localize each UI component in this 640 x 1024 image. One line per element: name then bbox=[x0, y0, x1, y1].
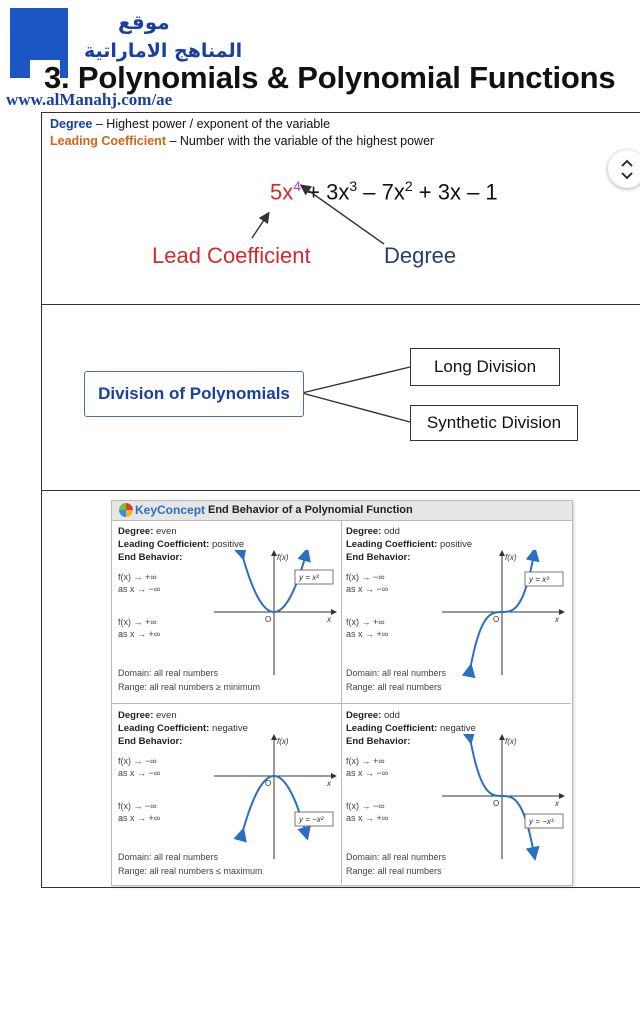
cell-range: Range: all real numbers bbox=[346, 682, 442, 692]
origin-label: O bbox=[493, 799, 500, 808]
end-behavior-cell-4 bbox=[339, 704, 567, 886]
cell-lead: Leading Coefficient: negative bbox=[118, 723, 248, 734]
y-axis-label: f(x) bbox=[277, 553, 289, 562]
term-4: + 3x – 1 bbox=[412, 179, 498, 205]
cell-behavior-1a: f(x) → +∞ bbox=[118, 572, 157, 582]
term-3: – 7x bbox=[357, 179, 405, 205]
x-axis-label: x bbox=[555, 799, 559, 808]
end-behavior-graph-4 bbox=[437, 734, 567, 864]
key-concept-title: End Behavior of a Polynomial Function bbox=[208, 504, 413, 516]
cell-behavior-1a: f(x) → −∞ bbox=[346, 572, 385, 582]
degree-exponent: 4 bbox=[293, 178, 302, 194]
cell-end-label: End Behavior: bbox=[346, 736, 411, 747]
lead-term: Leading Coefficient bbox=[50, 134, 166, 148]
cell-degree: Degree: odd bbox=[346, 710, 400, 721]
arrow-to-lead bbox=[252, 214, 268, 238]
cell-domain: Domain: all real numbers bbox=[346, 668, 447, 678]
cell-domain: Domain: all real numbers bbox=[118, 852, 219, 862]
label-degree: Degree bbox=[384, 243, 457, 268]
cell-lead: Leading Coefficient: positive bbox=[118, 539, 245, 550]
end-behavior-graph-3 bbox=[209, 734, 339, 864]
end-behavior-cell-2 bbox=[339, 520, 567, 702]
cell-behavior-1a: f(x) → +∞ bbox=[346, 756, 385, 766]
end-behavior-graph-1 bbox=[209, 550, 339, 680]
branch-line-synthetic bbox=[302, 393, 410, 422]
end-behavior-graph-2 bbox=[437, 550, 567, 680]
end-behavior-cell-1 bbox=[111, 520, 339, 702]
origin-label: O bbox=[265, 779, 272, 788]
branch-line-long bbox=[302, 367, 410, 393]
cell-behavior-2a: f(x) → −∞ bbox=[118, 801, 157, 811]
lead-term-5x: 5x bbox=[270, 179, 294, 205]
section-divider-2 bbox=[41, 490, 640, 491]
cell-end-label: End Behavior: bbox=[118, 552, 183, 563]
key-concept-brand: KeyConcept bbox=[135, 503, 206, 517]
function-label: y = −x³ bbox=[529, 817, 554, 826]
cell-behavior-2b: as x → +∞ bbox=[118, 813, 161, 823]
cell-behavior-1b: as x → −∞ bbox=[118, 768, 161, 778]
degree-term: Degree bbox=[50, 117, 93, 131]
page-title: 3. Polynomials & Polynomial Functions bbox=[44, 60, 616, 95]
cell-lead: Leading Coefficient: positive bbox=[346, 539, 473, 550]
function-label: y = x³ bbox=[529, 575, 549, 584]
cell-domain: Domain: all real numbers bbox=[346, 852, 447, 862]
logo-arabic-line2: المناهج الاماراتية bbox=[84, 40, 243, 62]
cell-end-label: End Behavior: bbox=[346, 552, 411, 563]
cell-domain: Domain: all real numbers bbox=[118, 668, 219, 678]
y-axis-label: f(x) bbox=[505, 737, 517, 746]
function-label: y = −x² bbox=[299, 815, 324, 824]
synthetic-division-box: Synthetic Division bbox=[410, 405, 578, 441]
origin-label: O bbox=[265, 615, 272, 624]
degree-text: – Highest power / exponent of the variable bbox=[92, 117, 331, 131]
cell-degree: Degree: odd bbox=[346, 526, 400, 537]
arrow-to-degree bbox=[302, 186, 384, 244]
y-axis-label: f(x) bbox=[277, 737, 289, 746]
term-2: + 3x bbox=[301, 179, 350, 205]
end-behavior-cell-3 bbox=[111, 704, 339, 886]
cell-behavior-1b: as x → −∞ bbox=[346, 584, 389, 594]
cell-behavior-1b: as x → −∞ bbox=[118, 584, 161, 594]
cell-range: Range: all real numbers ≤ maximum bbox=[118, 866, 263, 876]
logo-arabic-line1: موقع bbox=[118, 10, 170, 34]
x-axis-label: x bbox=[327, 779, 331, 788]
lead-text: – Number with the variable of the highest power bbox=[165, 134, 435, 148]
cell-behavior-2a: f(x) → +∞ bbox=[118, 617, 157, 627]
cell-range: Range: all real numbers ≥ minimum bbox=[118, 682, 260, 692]
cell-behavior-2a: f(x) → −∞ bbox=[346, 801, 385, 811]
cell-behavior-2b: as x → +∞ bbox=[118, 629, 161, 639]
division-of-polynomials-box: Division of Polynomials bbox=[84, 371, 304, 417]
cell-lead: Leading Coefficient: negative bbox=[346, 723, 476, 734]
y-axis-label: f(x) bbox=[505, 553, 517, 562]
cell-behavior-2b: as x → +∞ bbox=[346, 629, 389, 639]
cell-behavior-2a: f(x) → +∞ bbox=[346, 617, 385, 627]
x-axis-label: x bbox=[327, 615, 331, 624]
cell-behavior-2b: as x → +∞ bbox=[346, 813, 389, 823]
origin-label: O bbox=[493, 615, 500, 624]
cell-behavior-1a: f(x) → −∞ bbox=[118, 756, 157, 766]
key-concept-header bbox=[112, 501, 572, 521]
key-concept-logo-icon bbox=[119, 503, 133, 517]
exp-3: 2 bbox=[404, 178, 413, 194]
cell-range: Range: all real numbers bbox=[346, 866, 442, 876]
label-lead-coefficient: Lead Coefficient bbox=[152, 243, 311, 268]
cell-degree: Degree: even bbox=[118, 710, 177, 721]
exp-2: 3 bbox=[349, 178, 358, 194]
x-axis-label: x bbox=[555, 615, 559, 624]
annotation-arrows bbox=[0, 0, 640, 300]
cell-degree: Degree: even bbox=[118, 526, 177, 537]
cell-behavior-1b: as x → −∞ bbox=[346, 768, 389, 778]
cell-end-label: End Behavior: bbox=[118, 736, 183, 747]
function-label: y = x² bbox=[299, 573, 319, 582]
logo-url[interactable]: www.alManahj.com/ae bbox=[6, 90, 173, 109]
long-division-box: Long Division bbox=[410, 348, 560, 386]
